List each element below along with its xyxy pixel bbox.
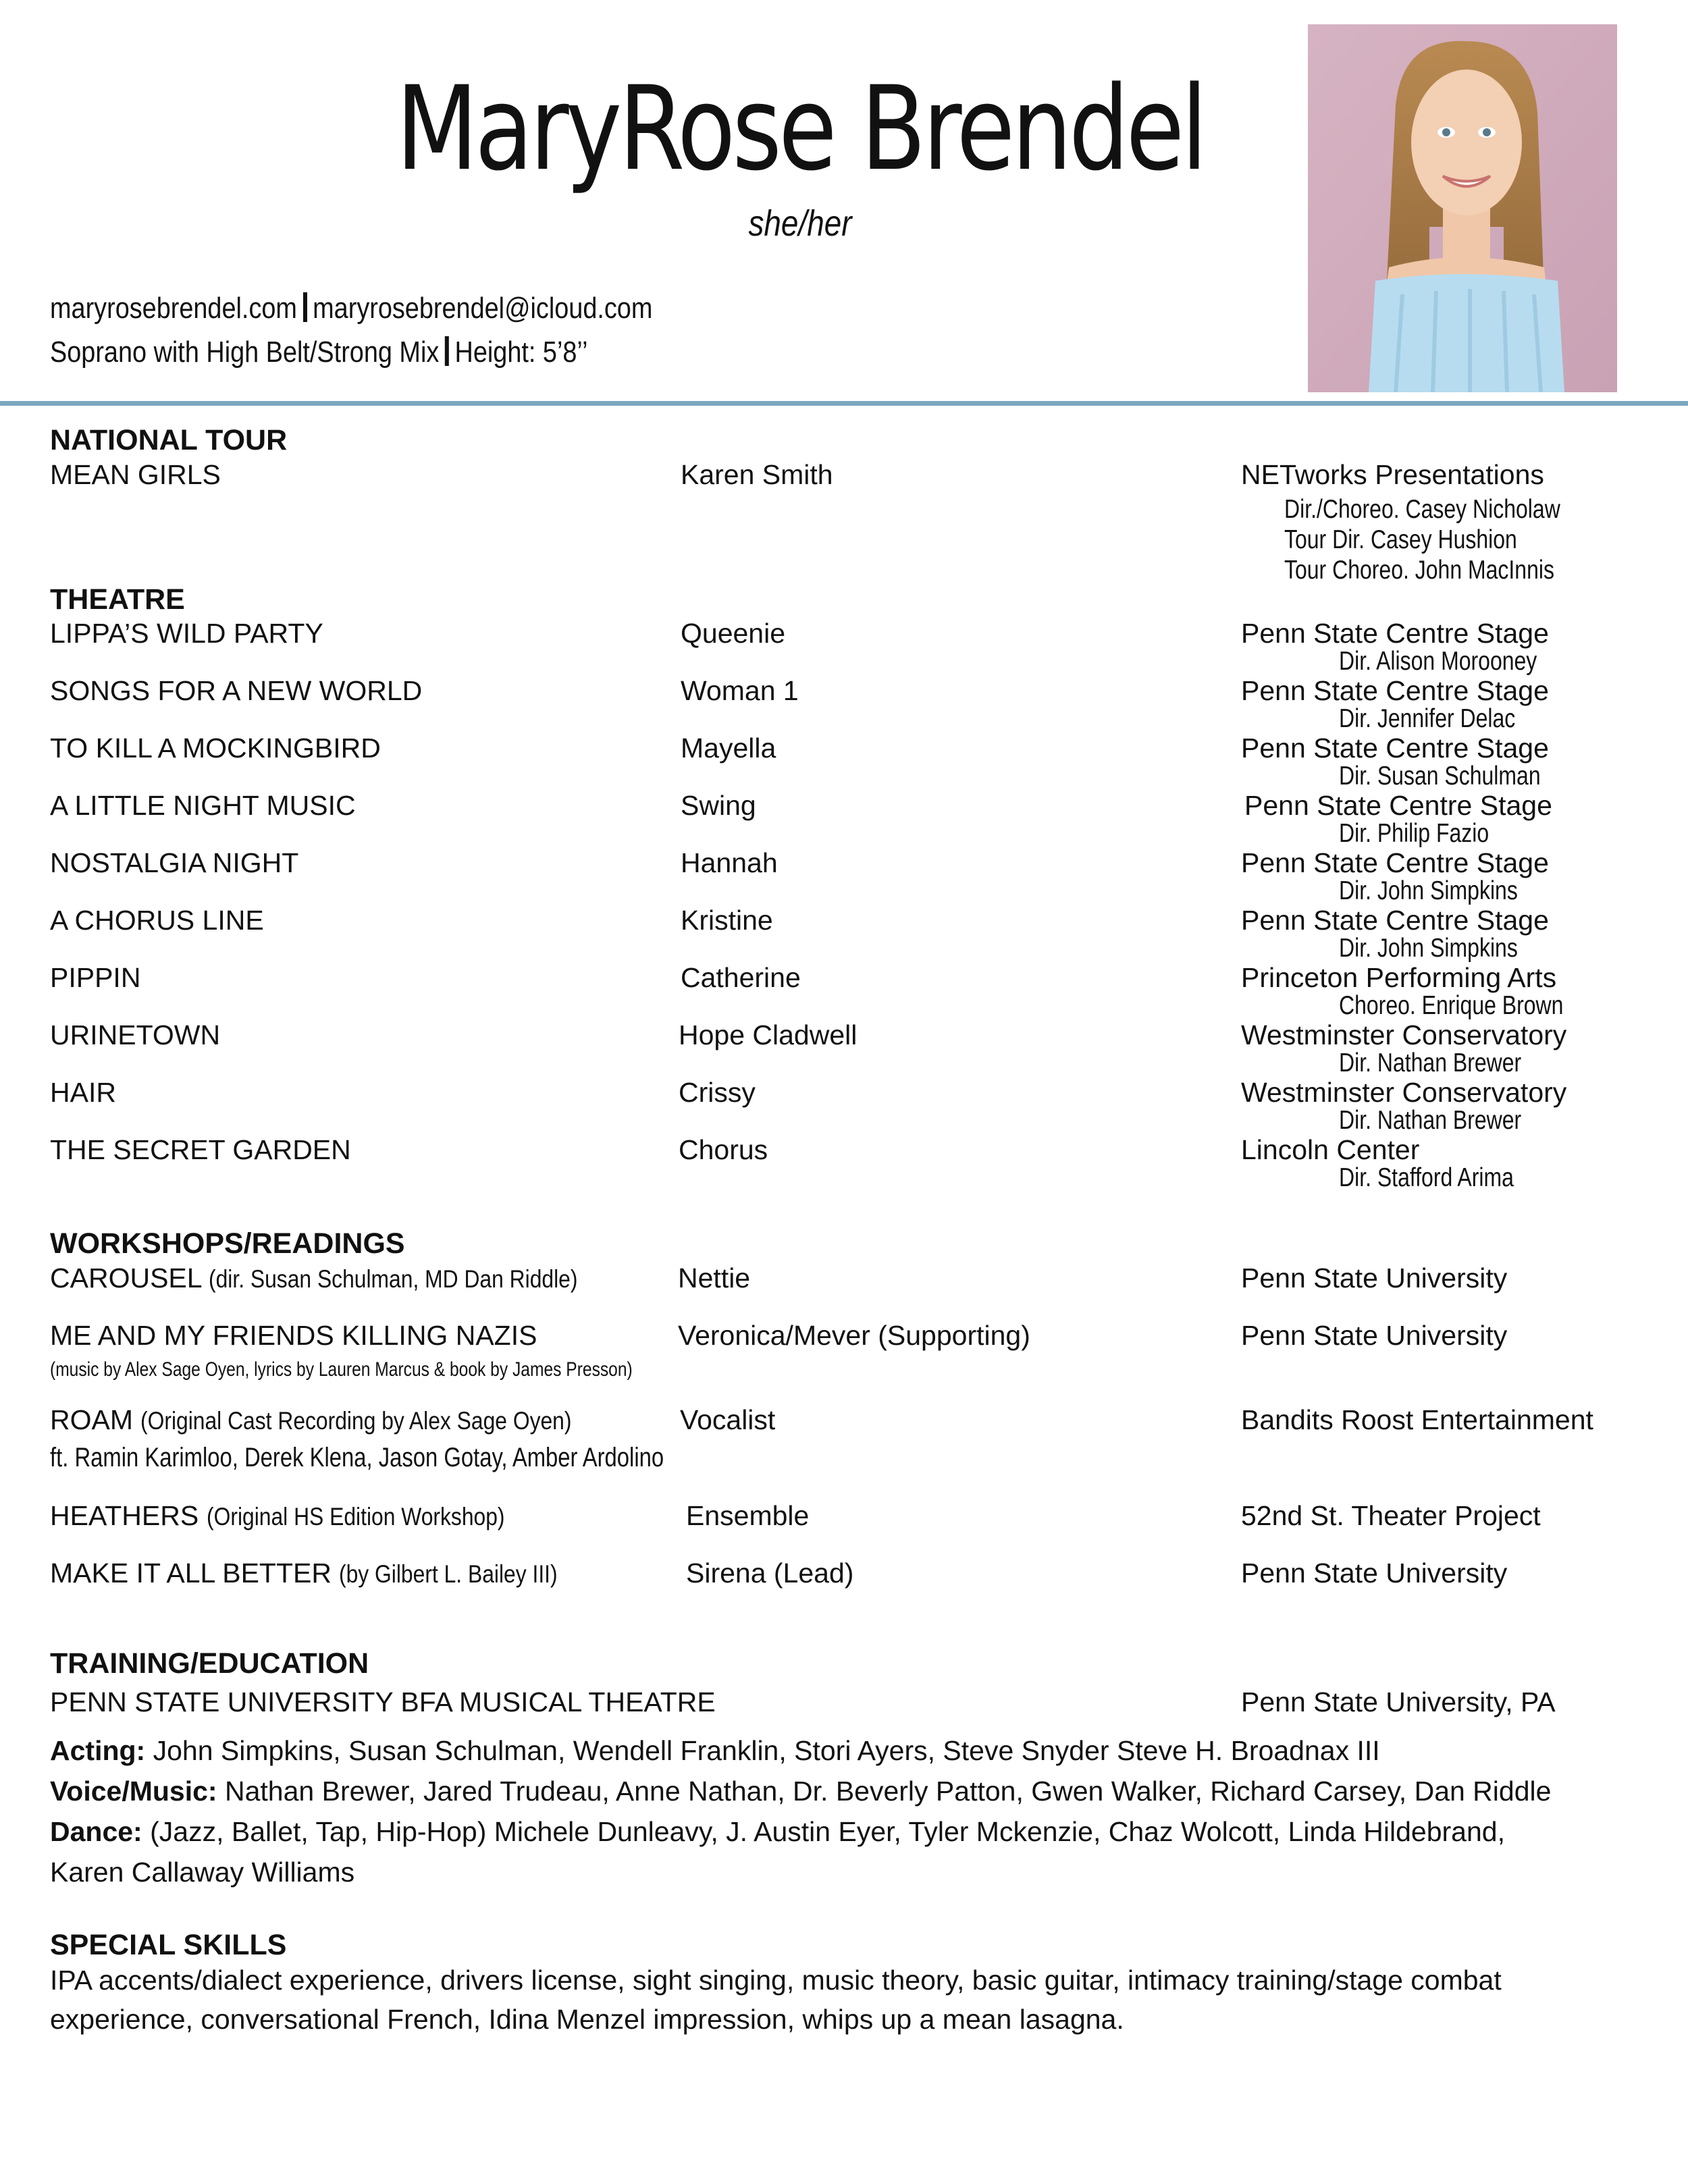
voice-type: Soprano with High Belt/Strong Mix (50, 336, 440, 369)
show-title: A LITTLE NIGHT MUSIC (50, 790, 356, 821)
venue: Penn State Centre Stage (1241, 905, 1549, 936)
role: Karen Smith (681, 459, 833, 490)
creative-credit: Dir. Jennifer Delac (1339, 704, 1516, 733)
voice-label: Voice/Music: (50, 1776, 217, 1807)
website-link[interactable]: maryrosebrendel.com (50, 292, 297, 325)
acting-label: Acting: (50, 1735, 146, 1766)
skills-text-line-2: experience, conversational French, Idina Menzel impression, whips up a mean lasagna. (50, 2004, 1124, 2035)
show-title: MEAN GIRLS (50, 459, 221, 490)
venue: 52nd St. Theater Project (1241, 1500, 1541, 1531)
headshot-photo (1308, 24, 1617, 392)
vocal-info-line (50, 336, 588, 369)
role: Nettie (678, 1262, 751, 1294)
venue: Penn State Centre Stage (1241, 675, 1549, 706)
show-title: A CHORUS LINE (50, 905, 264, 936)
show-name: HEATHERS (50, 1500, 199, 1531)
show-title (50, 1557, 594, 1589)
credit-row (0, 1320, 1688, 1360)
role: Kristine (681, 905, 773, 936)
venue: Penn State Centre Stage (1244, 790, 1552, 821)
venue: NETworks Presentations (1241, 459, 1544, 490)
credit-row (0, 1557, 1688, 1598)
creative-credit: Dir. John Simpkins (1339, 934, 1518, 963)
credit-row (0, 459, 1688, 500)
show-title: NOSTALGIA NIGHT (50, 847, 299, 878)
school-location: Penn State University, PA (1241, 1686, 1556, 1717)
credit-row (0, 1500, 1688, 1541)
venue: Westminster Conservatory (1241, 1077, 1567, 1108)
show-title: ME AND MY FRIENDS KILLING NAZIS (50, 1320, 537, 1351)
role: Queenie (681, 618, 786, 649)
creative-credit: Dir. Stafford Arima (1339, 1163, 1514, 1192)
show-name: MAKE IT ALL BETTER (50, 1557, 332, 1589)
show-title (50, 1262, 638, 1294)
skills-text-line-1: IPA accents/dialect experience, drivers license, sight singing, music theory, basic guitar, intimacy training/stage combat (50, 1965, 1502, 1996)
creative-credit: Dir. Susan Schulman (1339, 762, 1541, 791)
dance-label: Dance: (50, 1816, 142, 1847)
venue: Penn State University (1241, 1320, 1508, 1351)
credit-row (0, 1262, 1688, 1303)
section-heading-theatre: THEATRE (50, 583, 185, 616)
header-divider (0, 401, 1688, 406)
section-heading-skills: SPECIAL SKILLS (50, 1929, 287, 1961)
venue: Princeton Performing Arts (1241, 962, 1557, 993)
creative-credit: Dir. Nathan Brewer (1339, 1106, 1522, 1135)
role: Catherine (681, 962, 801, 993)
show-note: (dir. Susan Schulman, MD Dan Riddle) (209, 1265, 578, 1293)
role: Hope Cladwell (679, 1019, 858, 1050)
role: Swing (681, 790, 756, 821)
venue: Lincoln Center (1241, 1134, 1420, 1165)
role: Woman 1 (681, 675, 799, 706)
education-row (0, 1686, 1688, 1727)
height: Height: 5’8’’ (454, 336, 588, 369)
show-title: URINETOWN (50, 1019, 221, 1050)
venue: Westminster Conservatory (1241, 1019, 1567, 1050)
creative-credit: Dir. John Simpkins (1339, 876, 1518, 905)
venue: Penn State Centre Stage (1241, 847, 1549, 878)
voice-list: Nathan Brewer, Jared Trudeau, Anne Nathan, Dr. Beverly Patton, Gwen Walker, Richard Carsey, Dan Riddle (225, 1776, 1552, 1807)
role: Chorus (679, 1134, 768, 1165)
show-title: LIPPA’S WILD PARTY (50, 618, 323, 649)
creative-credit: Dir. Nathan Brewer (1339, 1048, 1522, 1077)
dance-teachers-continued: Karen Callaway Williams (50, 1857, 355, 1888)
voice-teachers (50, 1776, 1551, 1807)
show-title: HAIR (50, 1077, 116, 1108)
email-link[interactable]: maryrosebrendel@icloud.com (313, 292, 653, 325)
contact-line (50, 292, 652, 325)
role: Crissy (679, 1077, 756, 1108)
pronouns: she/her (748, 203, 852, 244)
show-name: CAROUSEL (50, 1262, 202, 1294)
featured-artists: ft. Ramin Karimloo, Derek Klena, Jason Gotay, Amber Ardolino (50, 1443, 664, 1472)
show-note: (by Gilbert L. Bailey III) (339, 1560, 558, 1588)
show-title: THE SECRET GARDEN (50, 1134, 351, 1165)
show-title: PIPPIN (50, 962, 141, 993)
show-note: (Original HS Edition Workshop) (206, 1503, 505, 1530)
role: Veronica/Mever (Supporting) (678, 1320, 1030, 1351)
role: Mayella (681, 733, 776, 764)
creative-credit: Tour Dir. Casey Hushion (1284, 525, 1517, 554)
creative-credit: Dir. Philip Fazio (1339, 819, 1489, 848)
venue: Penn State Centre Stage (1241, 618, 1549, 649)
role: Vocalist (680, 1404, 776, 1435)
acting-list: John Simpkins, Susan Schulman, Wendell Franklin, Stori Ayers, Steve Snyder Steve H. Broadnax III (153, 1735, 1380, 1766)
section-heading-training: TRAINING/EDUCATION (50, 1647, 369, 1680)
role: Hannah (681, 847, 778, 878)
show-title: SONGS FOR A NEW WORLD (50, 675, 423, 706)
actor-name: MaryRose Brendel (396, 61, 1205, 196)
separator (445, 336, 449, 366)
program: PENN STATE UNIVERSITY BFA MUSICAL THEATRE (50, 1686, 716, 1717)
dance-list: (Jazz, Ballet, Tap, Hip-Hop) Michele Dunleavy, J. Austin Eyer, Tyler Mckenzie, Chaz Wolcott, Linda Hildebrand, (150, 1816, 1505, 1847)
role: Ensemble (686, 1500, 810, 1531)
creative-credit: Dir./Choreo. Casey Nicholaw (1284, 495, 1560, 524)
show-title (50, 1500, 553, 1532)
creative-credit: Tour Choreo. John MacInnis (1284, 556, 1554, 585)
show-credits-note: (music by Alex Sage Oyen, lyrics by Lauren Marcus & book by James Presson) (50, 1358, 633, 1381)
show-note: (Original Cast Recording by Alex Sage Oyen) (140, 1407, 572, 1435)
venue: Bandits Roost Entertainment (1241, 1404, 1593, 1435)
dance-teachers (50, 1816, 1505, 1848)
credit-row (0, 1404, 1688, 1445)
venue: Penn State Centre Stage (1241, 733, 1549, 764)
section-heading-workshops: WORKSHOPS/READINGS (50, 1227, 405, 1260)
separator (303, 292, 307, 322)
show-name: ROAM (50, 1404, 133, 1435)
creative-credit: Choreo. Enrique Brown (1339, 991, 1564, 1020)
venue: Penn State University (1241, 1557, 1508, 1589)
show-title: TO KILL A MOCKINGBIRD (50, 733, 381, 764)
acting-teachers (50, 1735, 1380, 1767)
section-heading-national-tour: NATIONAL TOUR (50, 424, 288, 456)
show-title (50, 1404, 642, 1436)
creative-credit: Dir. Alison Morooney (1339, 647, 1537, 676)
venue: Penn State University (1241, 1262, 1508, 1294)
role: Sirena (Lead) (686, 1557, 854, 1589)
